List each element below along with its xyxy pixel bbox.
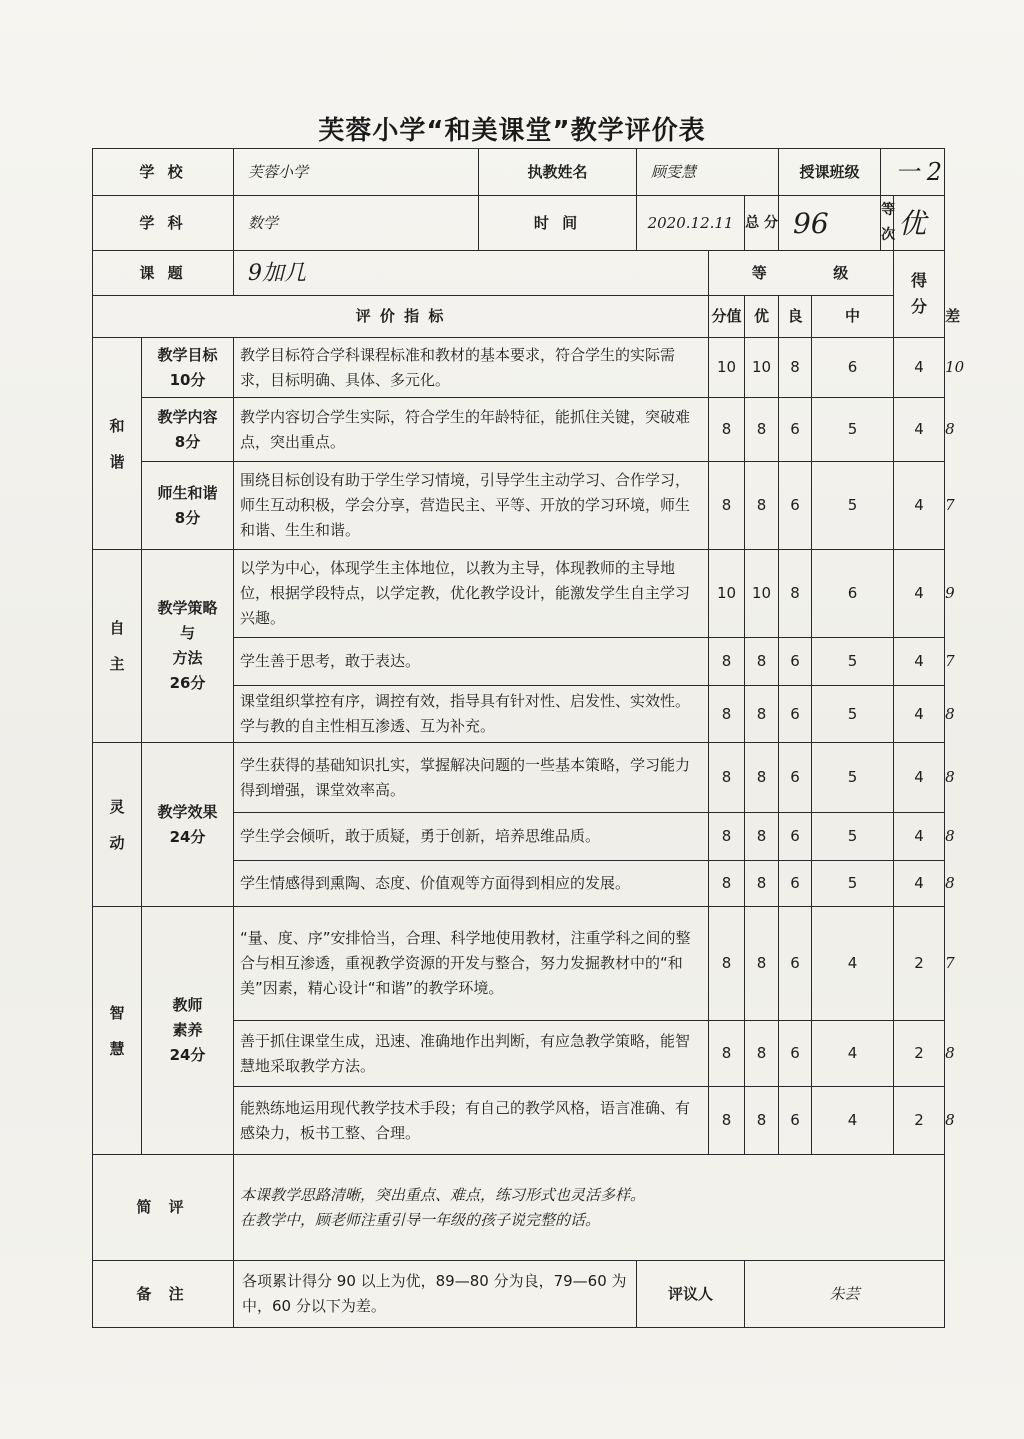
item-name-line: 教学效果 <box>157 802 218 821</box>
criterion-text: 善于抓住课堂生成，迅速、准确地作出判断，有应急教学策略，能智慧地采取教学方法。 <box>234 1021 709 1087</box>
medium-cell: 5 <box>812 861 894 907</box>
medium-cell: 5 <box>812 686 894 743</box>
item-name-line: 8分 <box>174 508 201 527</box>
poor-cell: 4 <box>894 550 945 638</box>
item-name <box>142 550 234 743</box>
level-left-label: 等 <box>751 263 769 282</box>
value-cell: 8 <box>709 462 745 550</box>
good-cell: 6 <box>779 907 812 1021</box>
criterion-text: 教学内容切合学生实际，符合学生的年龄特征，能抓住关键，突破难点，突出重点。 <box>234 398 709 462</box>
school-value: 芙蓉小学 <box>234 149 479 196</box>
criteria-row <box>93 743 945 813</box>
criterion-text: 学生获得的基础知识扎实，掌握解决问题的一些基本策略，学习能力得到增强，课堂效率高。 <box>234 743 709 813</box>
class-value: 一 2 <box>881 149 945 196</box>
time-label: 时 间 <box>479 196 637 251</box>
school-label: 学 校 <box>93 149 234 196</box>
note-label: 备 注 <box>93 1261 234 1328</box>
poor-cell: 2 <box>894 1021 945 1087</box>
topic-row <box>93 251 945 296</box>
value-cell: 8 <box>709 1087 745 1155</box>
note-text: 各项累计得分 90 以上为优，89—80 分为良，79—60 为中，60 分以下为差。 <box>234 1261 637 1328</box>
value-cell: 8 <box>709 743 745 813</box>
item-name-line: 教学内容 <box>157 407 218 426</box>
item-name <box>142 462 234 550</box>
excellent-cell: 8 <box>745 398 779 462</box>
medium-cell: 4 <box>812 907 894 1021</box>
item-name <box>142 743 234 907</box>
excellent-cell: 8 <box>745 686 779 743</box>
comment-value <box>234 1155 945 1261</box>
good-cell: 6 <box>779 861 812 907</box>
dimension-char: 主 <box>109 655 125 673</box>
excellent-cell: 8 <box>745 743 779 813</box>
criteria-row <box>93 462 945 550</box>
topic-label: 课 题 <box>93 251 234 296</box>
criteria-row <box>93 550 945 638</box>
value-header: 分值 <box>709 296 745 338</box>
dimension-label <box>93 550 142 743</box>
evaluation-form-table <box>92 148 945 1328</box>
dimension-char: 动 <box>109 833 125 852</box>
subject-value: 数学 <box>234 196 479 251</box>
item-name <box>142 338 234 398</box>
value-cell: 8 <box>709 813 745 861</box>
item-name <box>142 398 234 462</box>
dimension-label <box>93 907 142 1155</box>
medium-cell: 5 <box>812 743 894 813</box>
excellent-cell: 8 <box>745 861 779 907</box>
score-column-header: 得分 <box>894 251 945 338</box>
criteria-row <box>93 907 945 1021</box>
medium-cell: 5 <box>812 462 894 550</box>
poor-cell: 4 <box>894 743 945 813</box>
item-name-line: 10分 <box>169 370 206 389</box>
criteria-body <box>93 338 945 1155</box>
poor-cell: 2 <box>894 1087 945 1155</box>
excellent-cell: 8 <box>745 907 779 1021</box>
value-cell: 8 <box>709 907 745 1021</box>
criterion-text: 围绕目标创设有助于学生学习情境，引导学生主动学习、合作学习，师生互动积极，学会分享，营造民主、平等、开放的学习环境，师生和谐、生生和谐。 <box>234 462 709 550</box>
header-row-2 <box>93 196 945 251</box>
criterion-text: 以学为中心，体现学生主体地位，以教为主导，体现教师的主导地位，根据学段特点，以学定教，优化教学设计，能激发学生自主学习兴趣。 <box>234 550 709 638</box>
medium-cell: 6 <box>812 338 894 398</box>
good-cell: 6 <box>779 1021 812 1087</box>
item-name-line: 与 <box>180 624 196 642</box>
subject-label: 学 科 <box>93 196 234 251</box>
level-header <box>709 251 894 296</box>
medium-cell: 5 <box>812 813 894 861</box>
total-label: 总 分 <box>745 196 779 251</box>
item-name-line: 26分 <box>169 674 206 692</box>
excellent-header: 优 <box>745 296 779 338</box>
poor-cell: 4 <box>894 398 945 462</box>
poor-cell: 4 <box>894 338 945 398</box>
good-header: 良 <box>779 296 812 338</box>
grade-value: 优 <box>894 196 945 251</box>
class-label: 授课班级 <box>779 149 881 196</box>
good-cell: 6 <box>779 1087 812 1155</box>
criterion-text: 能熟练地运用现代教学技术手段；有自己的教学风格，语言准确、有感染力，板书工整、合理。 <box>234 1087 709 1155</box>
comment-line-2: 在教学中，顾老师注重引导一年级的孩子说完整的话。 <box>240 1210 601 1229</box>
excellent-cell: 10 <box>745 550 779 638</box>
medium-cell: 4 <box>812 1087 894 1155</box>
time-value: 2020.12.11 <box>637 196 745 251</box>
comment-label: 简 评 <box>93 1155 234 1261</box>
value-cell: 8 <box>709 1021 745 1087</box>
level-right-label: 级 <box>833 263 851 282</box>
good-cell: 8 <box>779 338 812 398</box>
good-cell: 6 <box>779 398 812 462</box>
value-cell: 8 <box>709 861 745 907</box>
item-name-line: 方法 <box>172 649 203 667</box>
item-name-line: 教学目标 <box>157 345 218 364</box>
item-name-line: 素养 <box>172 1021 203 1039</box>
medium-header: 中 <box>812 296 894 338</box>
good-cell: 6 <box>779 462 812 550</box>
poor-cell: 4 <box>894 861 945 907</box>
header-row-1 <box>93 149 945 196</box>
medium-cell: 5 <box>812 398 894 462</box>
medium-cell: 6 <box>812 550 894 638</box>
good-cell: 6 <box>779 743 812 813</box>
good-cell: 8 <box>779 550 812 638</box>
good-cell: 6 <box>779 813 812 861</box>
item-name-line: 师生和谐 <box>157 483 218 502</box>
teacher-value: 顾雯慧 <box>637 149 779 196</box>
dimension-char: 慧 <box>109 1039 125 1058</box>
criterion-text: “量、度、序”安排恰当，合理、科学地使用教材，注重学科之间的整合与相互渗透，重视教学资源的开发与整合，努力发掘教材中的“和美”因素，精心设计“和谐”的教学环境。 <box>234 907 709 1021</box>
column-header-row <box>93 296 945 338</box>
criterion-text: 学生善于思考，敢于表达。 <box>234 638 709 686</box>
criteria-row <box>93 398 945 462</box>
item-name <box>142 907 234 1155</box>
grade-label: 等 次 <box>881 196 894 251</box>
excellent-cell: 8 <box>745 1087 779 1155</box>
poor-cell: 2 <box>894 907 945 1021</box>
item-name-line: 8分 <box>174 432 201 451</box>
value-cell: 10 <box>709 338 745 398</box>
indicator-header: 评 价 指 标 <box>93 296 709 338</box>
evaluator-signature: 朱芸 <box>745 1261 945 1328</box>
excellent-cell: 8 <box>745 462 779 550</box>
evaluator-label: 评议人 <box>637 1261 745 1328</box>
poor-cell: 4 <box>894 638 945 686</box>
criterion-text: 学生学会倾听，敢于质疑，勇于创新，培养思维品质。 <box>234 813 709 861</box>
dimension-label <box>93 743 142 907</box>
value-cell: 10 <box>709 550 745 638</box>
poor-cell: 4 <box>894 462 945 550</box>
dimension-char: 谐 <box>109 452 125 471</box>
note-row <box>93 1261 945 1328</box>
good-cell: 6 <box>779 638 812 686</box>
dimension-label <box>93 338 142 550</box>
poor-cell: 4 <box>894 813 945 861</box>
medium-cell: 4 <box>812 1021 894 1087</box>
dimension-char: 灵 <box>109 797 125 816</box>
teacher-label: 执教姓名 <box>479 149 637 196</box>
value-cell: 8 <box>709 686 745 743</box>
criterion-text: 教学目标符合学科课程标准和教材的基本要求，符合学生的实际需求，目标明确、具体、多元化。 <box>234 338 709 398</box>
value-cell: 8 <box>709 638 745 686</box>
good-cell: 6 <box>779 686 812 743</box>
criteria-row <box>93 338 945 398</box>
excellent-cell: 10 <box>745 338 779 398</box>
dimension-char: 自 <box>109 619 125 637</box>
excellent-cell: 8 <box>745 638 779 686</box>
dimension-char: 智 <box>109 1003 125 1022</box>
poor-cell: 4 <box>894 686 945 743</box>
comment-row <box>93 1155 945 1261</box>
total-value: 96 <box>779 196 881 251</box>
page-title: 芙蓉小学“和美课堂”教学评价表 <box>318 116 706 146</box>
dimension-char: 和 <box>109 416 125 435</box>
item-name-line: 24分 <box>169 827 206 846</box>
item-name-line: 24分 <box>169 1046 206 1064</box>
medium-cell: 5 <box>812 638 894 686</box>
item-name-line: 教师 <box>172 996 203 1014</box>
criterion-text: 课堂组织掌控有序，调控有效，指导具有针对性、启发性、实效性。学与教的自主性相互渗透、互为补充。 <box>234 686 709 743</box>
value-cell: 8 <box>709 398 745 462</box>
excellent-cell: 8 <box>745 1021 779 1087</box>
criterion-text: 学生情感得到熏陶、态度、价值观等方面得到相应的发展。 <box>234 861 709 907</box>
topic-value: 9加几 <box>234 251 709 296</box>
comment-line-1: 本课教学思路清晰，突出重点、难点，练习形式也灵活多样。 <box>240 1185 646 1204</box>
item-name-line: 教学策略 <box>157 599 218 617</box>
excellent-cell: 8 <box>745 813 779 861</box>
